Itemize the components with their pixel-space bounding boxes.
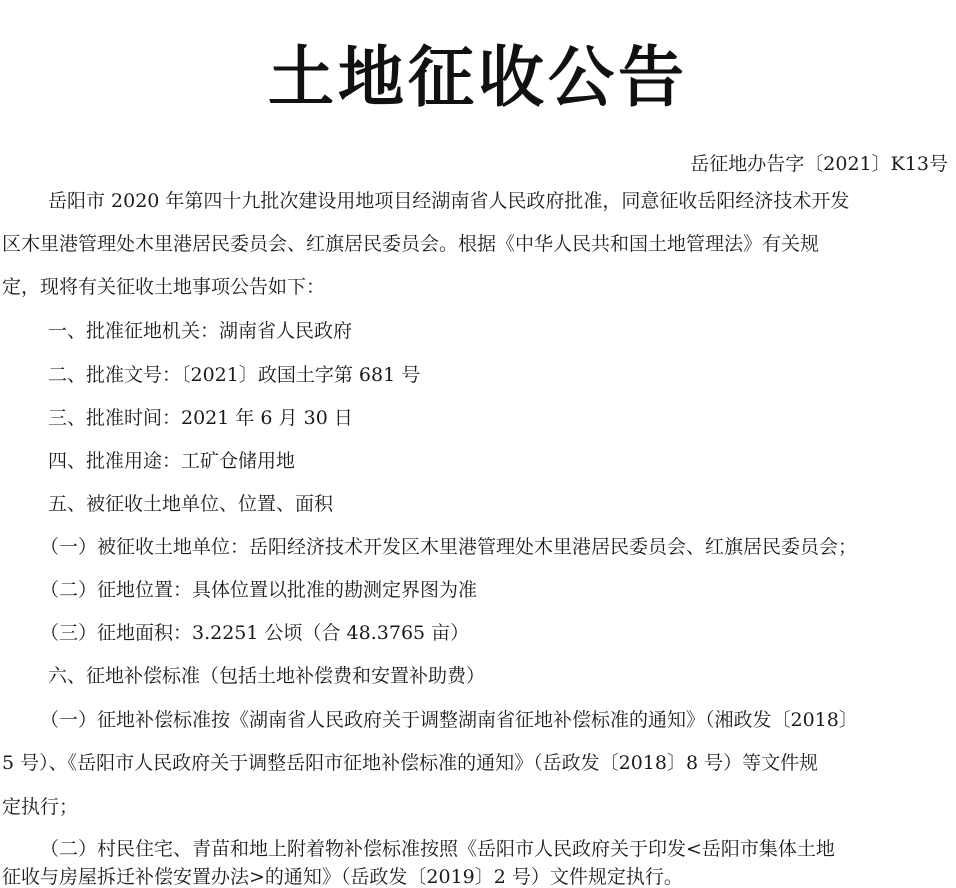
section-6-sub-1-line-1: （一）征地补偿标准按《湖南省人民政府关于调整湖南省征地补偿标准的通知》（湘政发〔2018〕 [40, 709, 858, 731]
item-approval-authority: 一、批准征地机关：湖南省人民政府 [48, 320, 353, 342]
document-title: 土地征收公告 [268, 38, 688, 116]
section-6-heading: 六、征地补偿标准（包括土地补偿费和安置补助费） [48, 665, 486, 687]
section-5-heading: 五、被征收土地单位、位置、面积 [48, 493, 334, 515]
section-5-sub-1: （一）被征收土地单位：岳阳经济技术开发区木里港管理处木里港居民委员会、红旗居民委员会； [40, 536, 858, 558]
item-approved-use: 四、批准用途：工矿仓储用地 [48, 450, 296, 472]
item-approval-doc-no: 二、批准文号：〔2021〕政国土字第 681 号 [48, 364, 421, 386]
intro-line-3: 定，现将有关征收土地事项公告如下： [2, 276, 326, 298]
section-5-sub-2: （二）征地位置：具体位置以批准的勘测定界图为准 [40, 579, 478, 601]
section-6-sub-2-line-2: 征收与房屋拆迁补偿安置办法>的通知》（岳政发〔2019〕2 号）文件规定执行。 [2, 866, 683, 888]
document-number: 岳征地办告字〔2021〕K13号 [690, 153, 948, 175]
section-6-sub-1-line-2: 5 号）、《岳阳市人民政府关于调整岳阳市征地补偿标准的通知》（岳政发〔2018〕8 号）等文件规 [2, 752, 819, 774]
section-6-sub-1-line-3: 定执行； [2, 796, 79, 818]
section-6-sub-2-line-1: （二）村民住宅、青苗和地上附着物补偿标准按照《岳阳市人民政府关于印发<岳阳市集体土地 [40, 838, 835, 860]
item-approval-date: 三、批准时间：2021 年 6 月 30 日 [48, 407, 353, 429]
intro-line-2: 区木里港管理处木里港居民委员会、红旗居民委员会。根据《中华人民共和国土地管理法》有关规 [2, 233, 820, 255]
section-5-sub-3: （三）征地面积：3.2251 公顷（合 48.3765 亩） [40, 622, 470, 644]
intro-line-1: 岳阳市 2020 年第四十九批次建设用地项目经湖南省人民政府批准，同意征收岳阳经济技术开发 [48, 190, 850, 212]
